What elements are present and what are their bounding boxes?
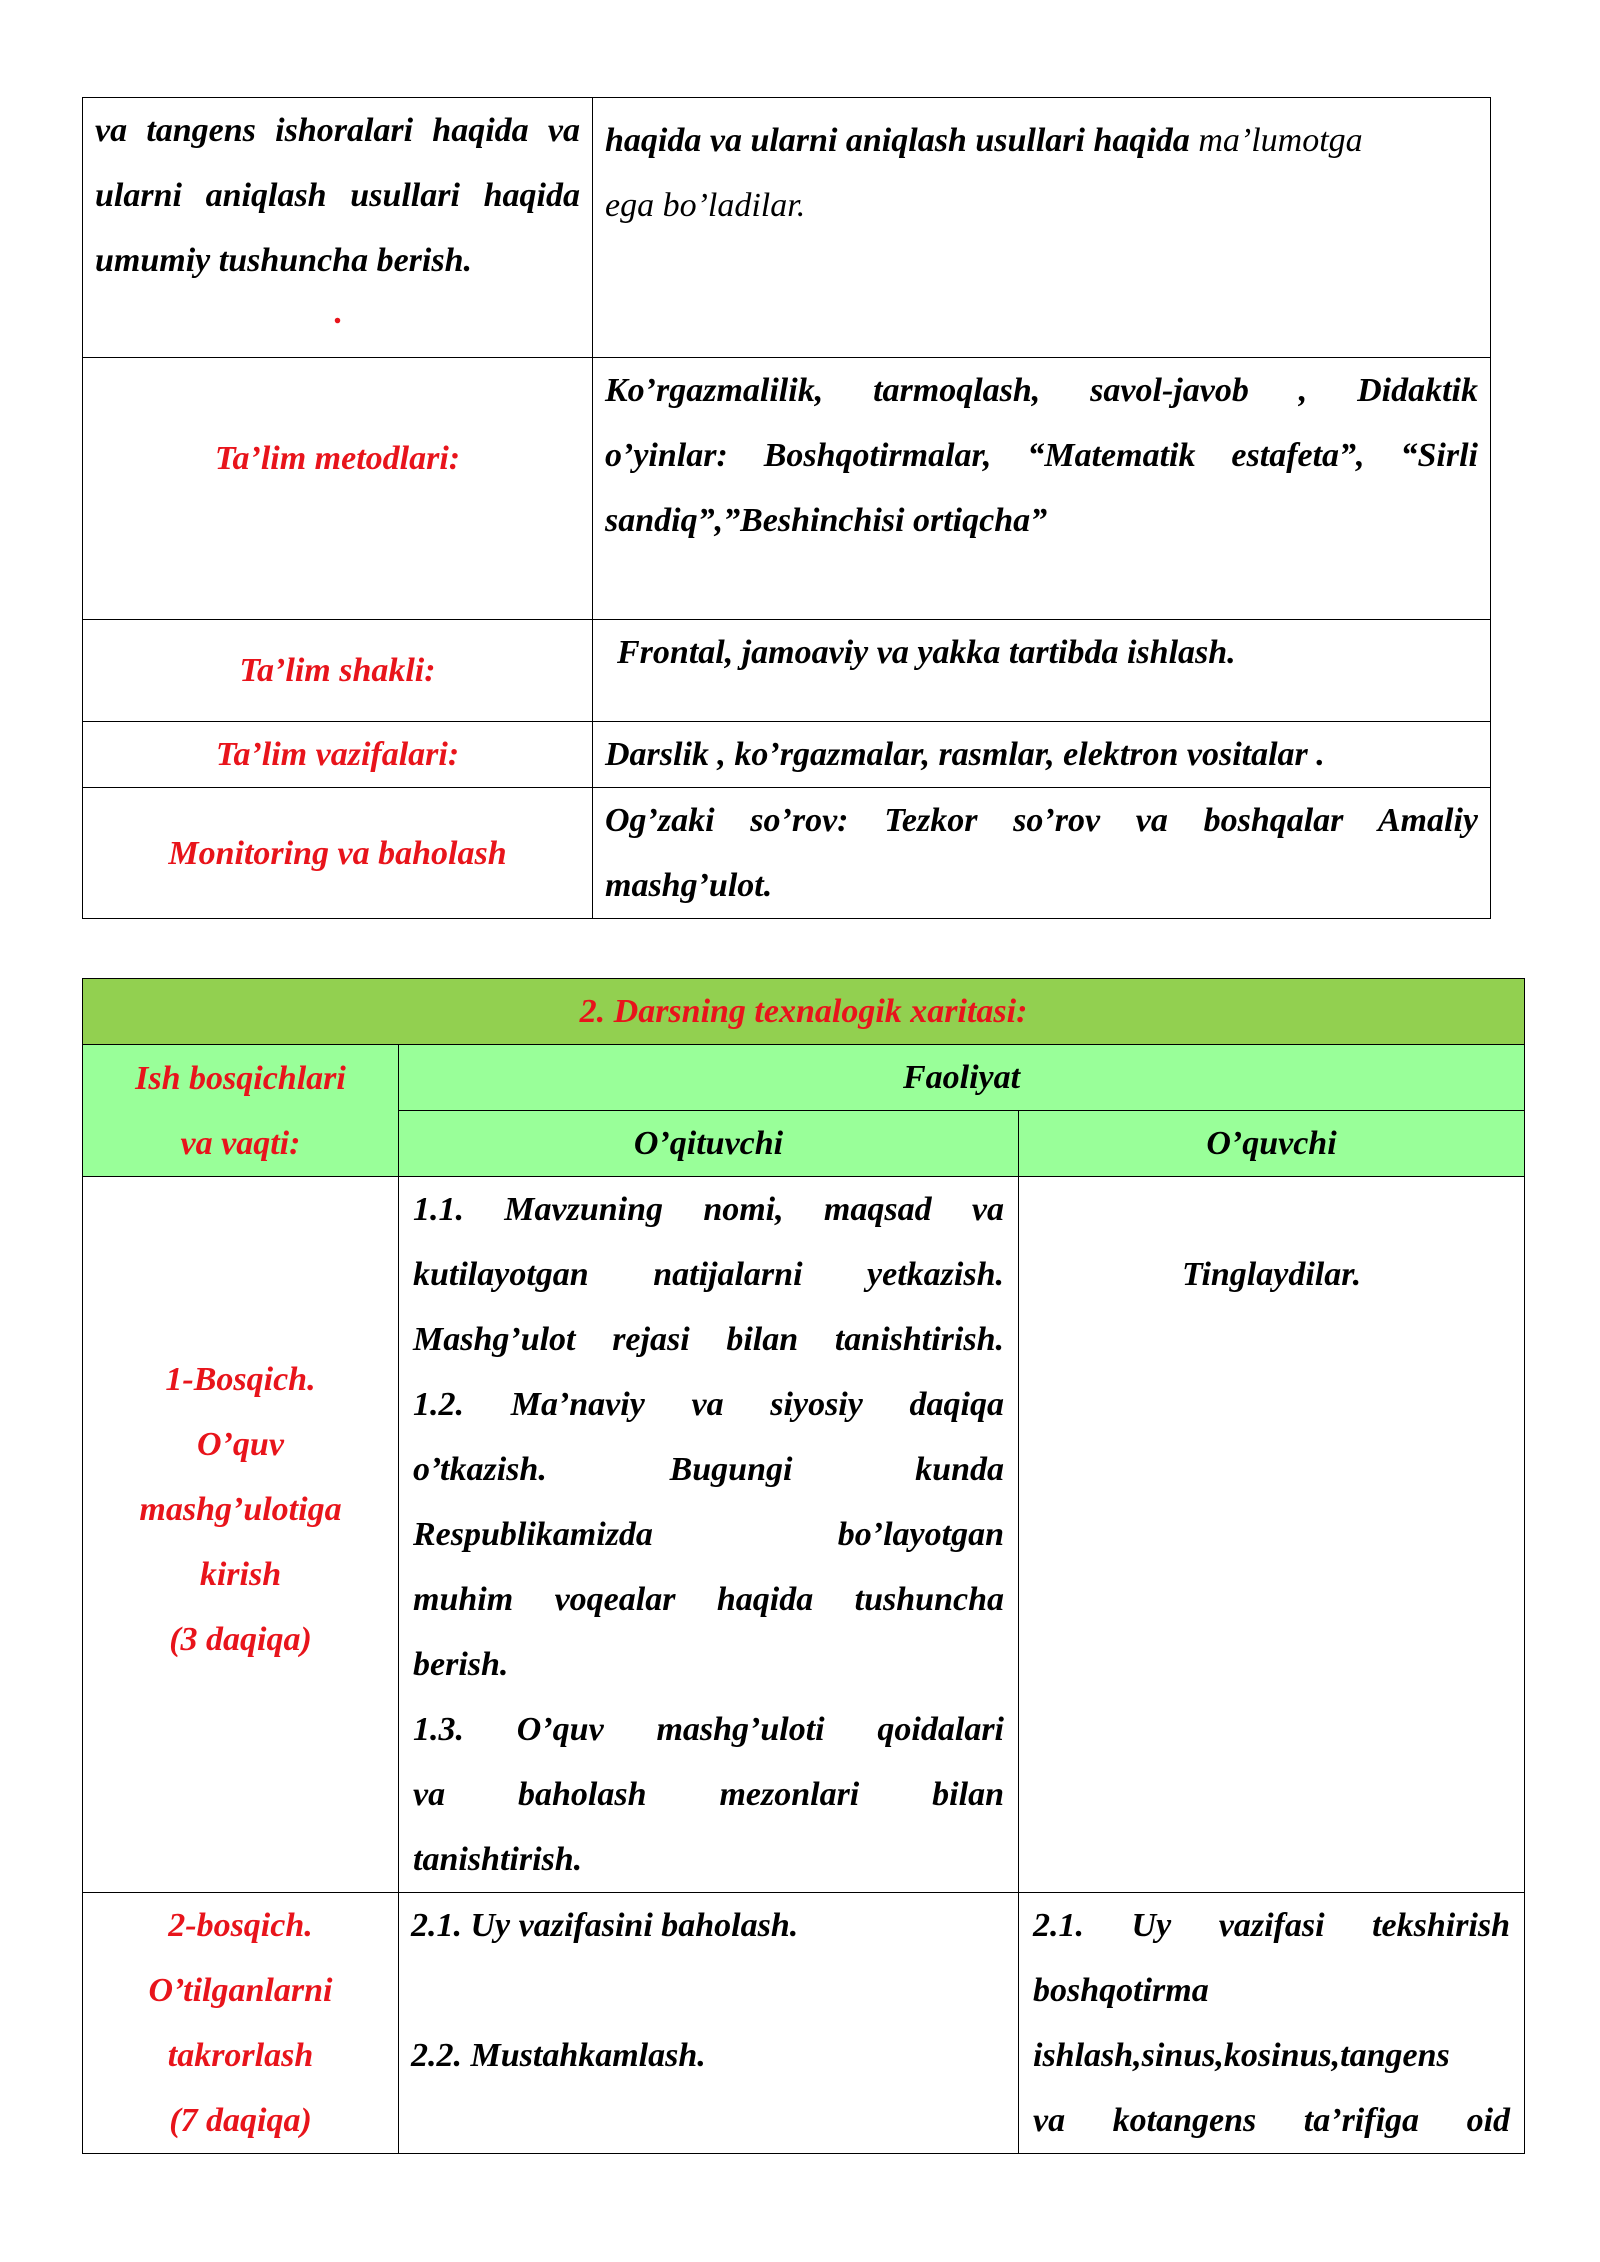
col-stages-line-2: va vaqti: (180, 1124, 301, 1162)
stage-2-student-line-3: ishlash,sinus,kosinus,tangens (1033, 2037, 1450, 2074)
stage-1-label-line-5: (3 daqiqa) (169, 1621, 312, 1658)
stage-2-student-line-2: boshqotirma (1033, 1972, 1209, 2009)
stage-2-label-line-2: O’tilganlarni (148, 1972, 333, 2009)
goal-right-cell (593, 98, 1491, 358)
stage-1-label-line-3: mashg’ulotiga (139, 1491, 342, 1528)
row-monitoring (83, 788, 1491, 919)
stage-2-teacher-cell (399, 1893, 1019, 2154)
stage-1-teacher-line-11: tanishtirish. (413, 1841, 583, 1878)
stage-1-teacher-line-2: kutilayotgan natijalarni yetkazish. (413, 1256, 1004, 1293)
monitoring-line-1: Og’zaki so’rov: Tezkor so’rov va boshqalar Amaliy (605, 802, 1478, 839)
stage-1-label-line-4: kirish (199, 1556, 282, 1593)
stage-1-teacher-cell (399, 1177, 1019, 1893)
form-text: Frontal, jamoaviy va yakka tartibda ishlash. (593, 620, 1491, 722)
methods-label: Ta’lim metodlari: (83, 358, 593, 620)
stage-2-label (83, 1893, 399, 2154)
goal-right-bold: haqida va ularni aniqlash usullari haqida (605, 122, 1190, 159)
monitoring-label: Monitoring va baholash (83, 788, 593, 919)
stage-2-student-cell (1019, 1893, 1525, 2154)
stage-2-label-line-1: 2-bosqich. (168, 1907, 313, 1944)
stage-1-row (83, 1177, 1525, 1893)
methods-text-cell (593, 358, 1491, 620)
row-form (83, 620, 1491, 722)
methods-line-1: Ko’rgazmalilik, tarmoqlash, savol-javob , Didaktik (605, 372, 1478, 409)
stage-1-teacher-line-3: Mashg’ulot rejasi bilan tanishtirish. (413, 1321, 1004, 1358)
stage-2-teacher-2: 2.2. Mustahkamlash. (411, 2037, 706, 2074)
header-row-1 (83, 1045, 1525, 1111)
lesson-info-table (82, 97, 1491, 919)
goal-left-line-1: va tangens ishoralari haqida va (95, 112, 580, 149)
stage-1-teacher-line-8: berish. (413, 1646, 509, 1683)
methods-line-3: sandiq”,”Beshinchisi ortiqcha” (605, 502, 1048, 539)
col-student-header: O’quvchi (1019, 1111, 1525, 1177)
stage-1-teacher-line-9: 1.3. O’quv mashg’uloti qoidalari (413, 1711, 1004, 1748)
col-stages-line-1: Ish bosqichlari (135, 1059, 346, 1097)
title-row (83, 979, 1525, 1045)
stage-1-teacher-line-1: 1.1. Mavzuning nomi, maqsad va (413, 1191, 1004, 1228)
monitoring-line-2: mashg’ulot. (605, 867, 773, 904)
stage-1-teacher-line-7: muhim voqealar haqida tushuncha (413, 1581, 1004, 1618)
col-activity-header: Faoliyat (399, 1045, 1525, 1111)
tasks-label: Ta’lim vazifalari: (83, 722, 593, 788)
goal-left-line-2: ularni aniqlash usullari haqida (95, 177, 580, 214)
methods-line-2: o’yinlar: Boshqotirmalar, “Matematik estafeta”, “Sirli (605, 437, 1478, 474)
row-tasks (83, 722, 1491, 788)
technology-map-table (82, 978, 1525, 2154)
stage-1-label-line-1: 1-Bosqich. (165, 1361, 316, 1398)
stage-1-teacher-line-5: o’tkazish. Bugungi kunda (413, 1451, 1004, 1488)
stage-1-teacher-line-10: va baholash mezonlari bilan (413, 1776, 1004, 1813)
form-label: Ta’lim shakli: (83, 620, 593, 722)
stage-2-label-line-3: takrorlash (167, 2037, 314, 2074)
stage-2-teacher-1: 2.1. Uy vazifasini baholash. (411, 1907, 799, 1944)
stage-1-teacher-line-4: 1.2. Ma’naviy va siyosiy daqiqa (413, 1386, 1004, 1423)
goal-left-cell (83, 98, 593, 358)
stage-1-student: Tinglaydilar. (1019, 1177, 1525, 1893)
stage-2-row (83, 1893, 1525, 2154)
goal-left-line-3: umumiy tushuncha berish. (95, 242, 472, 279)
row-methods (83, 358, 1491, 620)
table-title: 2. Darsning texnalogik xaritasi: (83, 979, 1525, 1045)
stage-1-label-line-2: O’quv (197, 1426, 284, 1463)
stage-1-teacher-line-6: Respublikamizda bo’layotgan (413, 1516, 1004, 1553)
stage-1-label (83, 1177, 399, 1893)
row-goal (83, 98, 1491, 358)
tasks-text: Darslik , ko’rgazmalar, rasmlar, elektron vositalar . (593, 722, 1491, 788)
stage-2-student-line-4: va kotangens ta’rifiga oid (1033, 2102, 1511, 2139)
stage-2-student-line-1: 2.1. Uy vazifasi tekshirish (1033, 1907, 1511, 1944)
red-dot: . (333, 294, 342, 331)
goal-right-normal-2: ega bo’ladilar. (605, 187, 806, 224)
monitoring-text-cell (593, 788, 1491, 919)
stage-2-label-line-4: (7 daqiqa) (169, 2102, 312, 2139)
col-teacher-header: O’qituvchi (399, 1111, 1019, 1177)
goal-right-normal-1: ma’lumotga (1189, 122, 1363, 159)
col-stages-header (83, 1045, 399, 1177)
